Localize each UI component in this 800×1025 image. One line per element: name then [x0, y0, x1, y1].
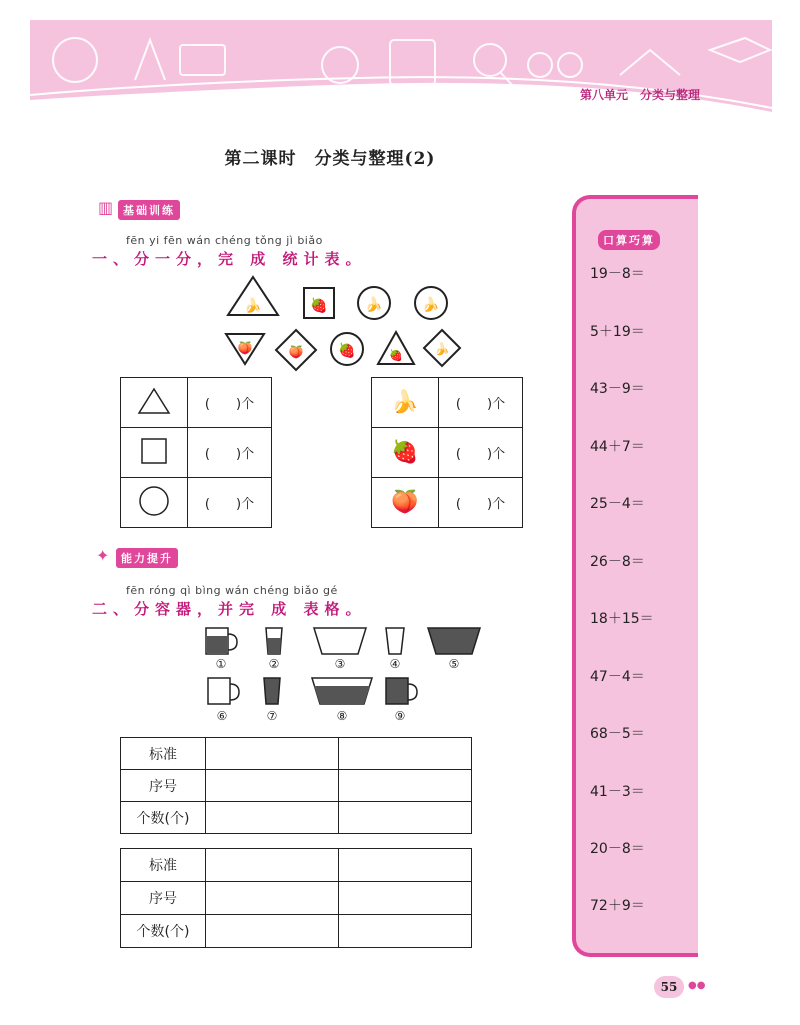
answer-cell[interactable] [339, 915, 472, 948]
books-icon: ▥ [98, 198, 114, 217]
section2-pinyin: fēn róng qì bìng wán chéng biǎo gé [126, 584, 338, 597]
item-diamond-banana [424, 330, 460, 366]
container-2-glass [266, 628, 282, 654]
container-7-glass [264, 678, 280, 704]
row-label-count: 个数(个) [121, 915, 206, 948]
calc-item: 43－9＝ [590, 381, 645, 397]
item-diamond-peach [276, 330, 316, 370]
trophy-icon: ✦ [96, 546, 110, 565]
answer-cell[interactable] [206, 802, 339, 834]
container-label-4: ④ [389, 657, 401, 671]
container-label-8: ⑧ [336, 709, 348, 723]
peach-icon: 🍑 [372, 478, 439, 528]
sorting-items [220, 272, 470, 372]
svg-text:🍌: 🍌 [244, 298, 262, 314]
calc-item: 68－5＝ [590, 726, 645, 742]
container-label-6: ⑥ [216, 709, 228, 723]
calc-item: 44＋7＝ [590, 439, 645, 455]
answer-cell[interactable] [339, 849, 472, 882]
banana-icon: 🍌 [372, 378, 439, 428]
calc-item: 25－4＝ [590, 496, 645, 512]
item-triangle-peach [226, 334, 264, 364]
calc-item: 18＋15＝ [590, 611, 654, 627]
banana-count[interactable]: ( )个 [439, 378, 523, 428]
answer-cell[interactable] [339, 882, 472, 915]
svg-text:🍓: 🍓 [338, 343, 356, 359]
section1-question: 一、分一分，完 成 统计表。 [92, 250, 367, 268]
calc-item: 47－4＝ [590, 669, 645, 685]
answer-cell[interactable] [206, 882, 339, 915]
calc-item: 19－8＝ [590, 266, 645, 282]
answer-cell[interactable] [206, 915, 339, 948]
page-number: 55 [654, 976, 684, 998]
row-label-standard: 标准 [121, 738, 206, 770]
container-label-9: ⑨ [394, 709, 406, 723]
container-9-mug [386, 678, 417, 704]
section1-badge: 基础训练 [118, 200, 180, 220]
square-count[interactable]: ( )个 [188, 428, 272, 478]
calc-item: 5＋19＝ [590, 324, 645, 340]
container-1-mug [206, 628, 237, 654]
item-triangle-banana [228, 277, 278, 315]
answer-cell[interactable] [206, 849, 339, 882]
svg-text:🍌: 🍌 [365, 297, 383, 313]
fruit-count-table [371, 377, 523, 528]
row-label-index: 序号 [121, 770, 206, 802]
calc-item: 41－3＝ [590, 784, 645, 800]
container-5-basin [428, 628, 480, 654]
container-label-5: ⑤ [448, 657, 460, 671]
lesson-title: 第二课时 分类与整理(2) [224, 149, 436, 169]
container-label-2: ② [268, 657, 280, 671]
container-4-glass [386, 628, 404, 654]
calc-item: 20－8＝ [590, 841, 645, 857]
strawberry-icon: 🍓 [372, 428, 439, 478]
triangle-shape-icon [137, 386, 171, 416]
circle-count[interactable]: ( )个 [188, 478, 272, 528]
circle-shape-icon [138, 485, 170, 517]
item-circle-banana-2 [415, 287, 447, 319]
shape-count-table [120, 377, 272, 528]
calc-item: 72＋9＝ [590, 898, 645, 914]
answer-cell[interactable] [206, 738, 339, 770]
svg-text:🍌: 🍌 [422, 297, 440, 313]
container-3-basin [314, 628, 366, 654]
section1-pinyin: fēn yi fēn wán chéng tǒng jì biǎo [126, 234, 323, 247]
container-8-basin [312, 678, 372, 704]
triangle-count[interactable]: ( )个 [188, 378, 272, 428]
square-shape-icon [139, 436, 169, 466]
answer-cell[interactable] [339, 770, 472, 802]
item-square-strawberry [304, 288, 334, 318]
item-triangle-strawberry [378, 332, 414, 364]
classification-table-2 [120, 848, 472, 948]
answer-cell[interactable] [206, 770, 339, 802]
strawberry-count[interactable]: ( )个 [439, 428, 523, 478]
answer-cell[interactable] [339, 738, 472, 770]
svg-text:🍓: 🍓 [310, 298, 328, 314]
peach-count[interactable]: ( )个 [439, 478, 523, 528]
dots-icon: ●● [688, 980, 706, 991]
sidebar-badge: 口算巧算 [598, 230, 660, 250]
calc-item: 26－8＝ [590, 554, 645, 570]
section2-question: 二、分容器，并完 成 表格。 [92, 600, 367, 618]
svg-text:🍑: 🍑 [288, 345, 304, 359]
unit-title: 第八单元 分类与整理 [579, 88, 700, 102]
answer-cell[interactable] [339, 802, 472, 834]
row-label-standard: 标准 [121, 849, 206, 882]
container-label-7: ⑦ [266, 709, 278, 723]
section2-badge: 能力提升 [116, 548, 178, 568]
classification-table-1 [120, 737, 472, 834]
svg-text:🍌: 🍌 [434, 342, 450, 356]
row-label-count: 个数(个) [121, 802, 206, 834]
container-label-3: ③ [334, 657, 346, 671]
item-circle-strawberry [331, 333, 363, 365]
svg-text:🍑: 🍑 [237, 341, 253, 355]
container-label-1: ① [215, 657, 227, 671]
row-label-index: 序号 [121, 882, 206, 915]
container-6-mug [208, 678, 239, 704]
item-circle-banana-1 [358, 287, 390, 319]
svg-text:🍓: 🍓 [389, 349, 403, 362]
